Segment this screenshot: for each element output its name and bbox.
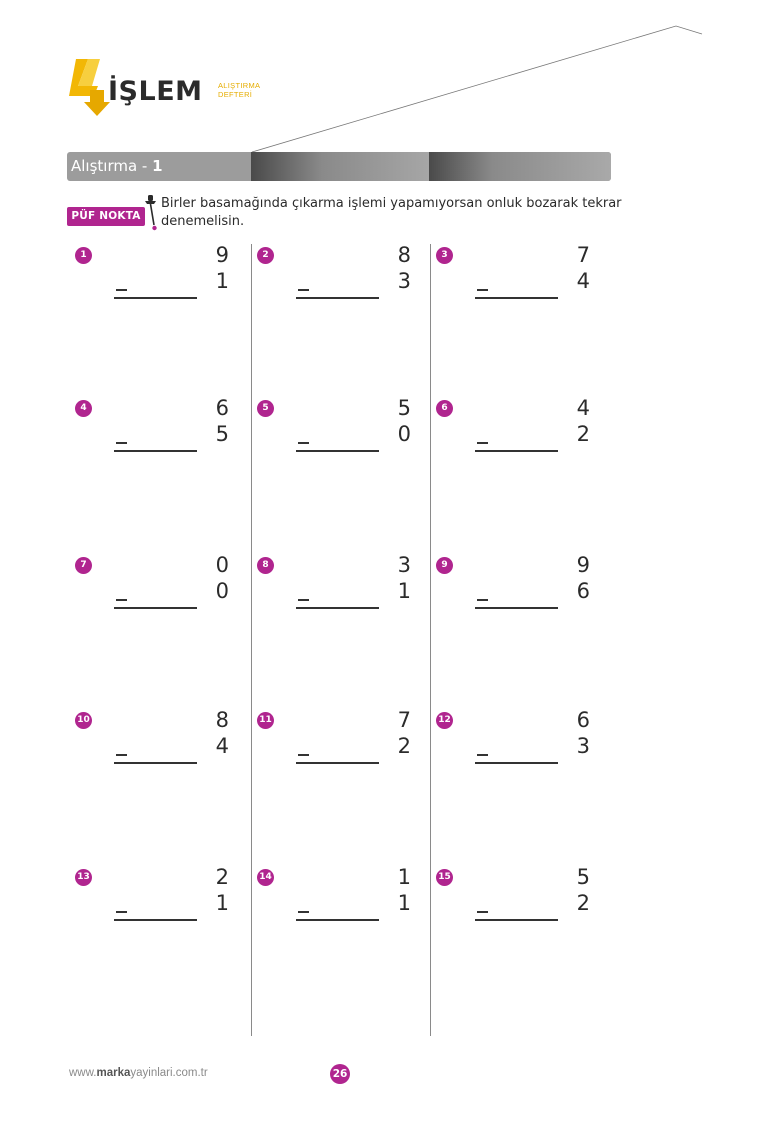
- subtrahend: 1: [215, 891, 229, 915]
- url-prefix: www.: [69, 1067, 97, 1079]
- problem-number-badge: 7: [75, 557, 92, 574]
- url-suffix: yayinlari.com.tr: [130, 1067, 208, 1079]
- problem-number-badge: 5: [257, 400, 274, 417]
- url-brand: marka: [96, 1067, 131, 1079]
- answer-line[interactable]: [296, 450, 379, 452]
- minus-sign: [116, 911, 127, 913]
- minus-sign: [298, 599, 309, 601]
- minus-sign: [298, 442, 309, 444]
- subtrahend: 0: [397, 422, 411, 446]
- answer-line[interactable]: [296, 919, 379, 921]
- exercise-prefix: Alıştırma -: [71, 157, 153, 175]
- minus-sign: [116, 754, 127, 756]
- subtrahend: 1: [215, 269, 229, 293]
- minuend: 3: [397, 553, 411, 577]
- answer-line[interactable]: [296, 297, 379, 299]
- answer-line[interactable]: [114, 607, 197, 609]
- minus-sign: [477, 911, 488, 913]
- answer-line[interactable]: [114, 450, 197, 452]
- minus-sign: [116, 442, 127, 444]
- exercise-title: [71, 157, 163, 175]
- subtrahend: 2: [397, 734, 411, 758]
- page-number: 26: [330, 1064, 350, 1084]
- minus-sign: [298, 754, 309, 756]
- minuend: 5: [397, 396, 411, 420]
- problem-13: [75, 865, 235, 949]
- answer-line[interactable]: [475, 762, 558, 764]
- subtrahend: 5: [215, 422, 229, 446]
- minuend: 7: [397, 708, 411, 732]
- minuend: 8: [215, 708, 229, 732]
- problem-2: [257, 243, 417, 327]
- column-divider: [430, 244, 431, 1036]
- subtrahend: 6: [576, 579, 590, 603]
- answer-line[interactable]: [296, 762, 379, 764]
- answer-line[interactable]: [296, 607, 379, 609]
- footer-url[interactable]: [69, 1067, 208, 1079]
- subtrahend: 4: [215, 734, 229, 758]
- minuend: 7: [576, 243, 590, 267]
- exercise-header-bar: [67, 152, 611, 181]
- problem-3: [436, 243, 596, 327]
- answer-line[interactable]: [475, 297, 558, 299]
- problem-number-badge: 12: [436, 712, 453, 729]
- minuend: 4: [576, 396, 590, 420]
- answer-line[interactable]: [475, 450, 558, 452]
- problem-1: [75, 243, 235, 327]
- problem-number-badge: 10: [75, 712, 92, 729]
- minus-sign: [116, 599, 127, 601]
- minuend: 2: [215, 865, 229, 889]
- problem-11: [257, 708, 417, 792]
- problem-8: [257, 553, 417, 637]
- minus-sign: [477, 442, 488, 444]
- problem-number-badge: 1: [75, 247, 92, 264]
- problem-10: [75, 708, 235, 792]
- minuend: 8: [397, 243, 411, 267]
- logo-word: İŞLEM: [108, 76, 203, 107]
- problem-7: [75, 553, 235, 637]
- problem-number-badge: 6: [436, 400, 453, 417]
- minus-sign: [477, 289, 488, 291]
- bar-gradient-segment: [251, 152, 429, 181]
- logo-sub-line2: DEFTERİ: [218, 90, 253, 99]
- logo-sub-line1: ALIŞTIRMA: [218, 81, 261, 90]
- answer-line[interactable]: [475, 919, 558, 921]
- minus-sign: [477, 599, 488, 601]
- answer-line[interactable]: [475, 607, 558, 609]
- problem-9: [436, 553, 596, 637]
- answer-line[interactable]: [114, 919, 197, 921]
- subtrahend: 1: [397, 579, 411, 603]
- problem-number-badge: 3: [436, 247, 453, 264]
- subtrahend: 2: [576, 422, 590, 446]
- exercise-number: 1: [152, 157, 163, 175]
- minuend: 6: [215, 396, 229, 420]
- minuend: 6: [576, 708, 590, 732]
- logo-four-icon: [66, 56, 114, 118]
- problem-15: [436, 865, 596, 949]
- minuend: 0: [215, 553, 229, 577]
- subtrahend: 3: [576, 734, 590, 758]
- minus-sign: [298, 289, 309, 291]
- bar-gradient-segment: [429, 152, 611, 181]
- answer-line[interactable]: [114, 762, 197, 764]
- minuend: 9: [576, 553, 590, 577]
- subtrahend: 1: [397, 891, 411, 915]
- problem-14: [257, 865, 417, 949]
- subtrahend: 2: [576, 891, 590, 915]
- minus-sign: [116, 289, 127, 291]
- problem-number-badge: 2: [257, 247, 274, 264]
- subtrahend: 3: [397, 269, 411, 293]
- problem-number-badge: 13: [75, 869, 92, 886]
- problem-4: [75, 396, 235, 480]
- brand-logo: [66, 56, 266, 118]
- answer-line[interactable]: [114, 297, 197, 299]
- problem-12: [436, 708, 596, 792]
- dropper-icon: [141, 195, 159, 231]
- column-divider: [251, 244, 252, 1036]
- problem-number-badge: 14: [257, 869, 274, 886]
- problem-number-badge: 15: [436, 869, 453, 886]
- problem-number-badge: 9: [436, 557, 453, 574]
- minuend: 5: [576, 865, 590, 889]
- logo-subtitle: [218, 81, 260, 99]
- minus-sign: [298, 911, 309, 913]
- problem-number-badge: 4: [75, 400, 92, 417]
- subtrahend: 4: [576, 269, 590, 293]
- problem-number-badge: 8: [257, 557, 274, 574]
- minus-sign: [477, 754, 488, 756]
- tip-label: PÜF NOKTA: [67, 207, 145, 226]
- problem-number-badge: 11: [257, 712, 274, 729]
- minuend: 1: [397, 865, 411, 889]
- problem-5: [257, 396, 417, 480]
- problem-6: [436, 396, 596, 480]
- tip-text: Birler basamağında çıkarma işlemi yapamıyorsan onluk bozarak tekrar denemelisin.: [161, 196, 622, 229]
- minuend: 9: [215, 243, 229, 267]
- subtrahend: 0: [215, 579, 229, 603]
